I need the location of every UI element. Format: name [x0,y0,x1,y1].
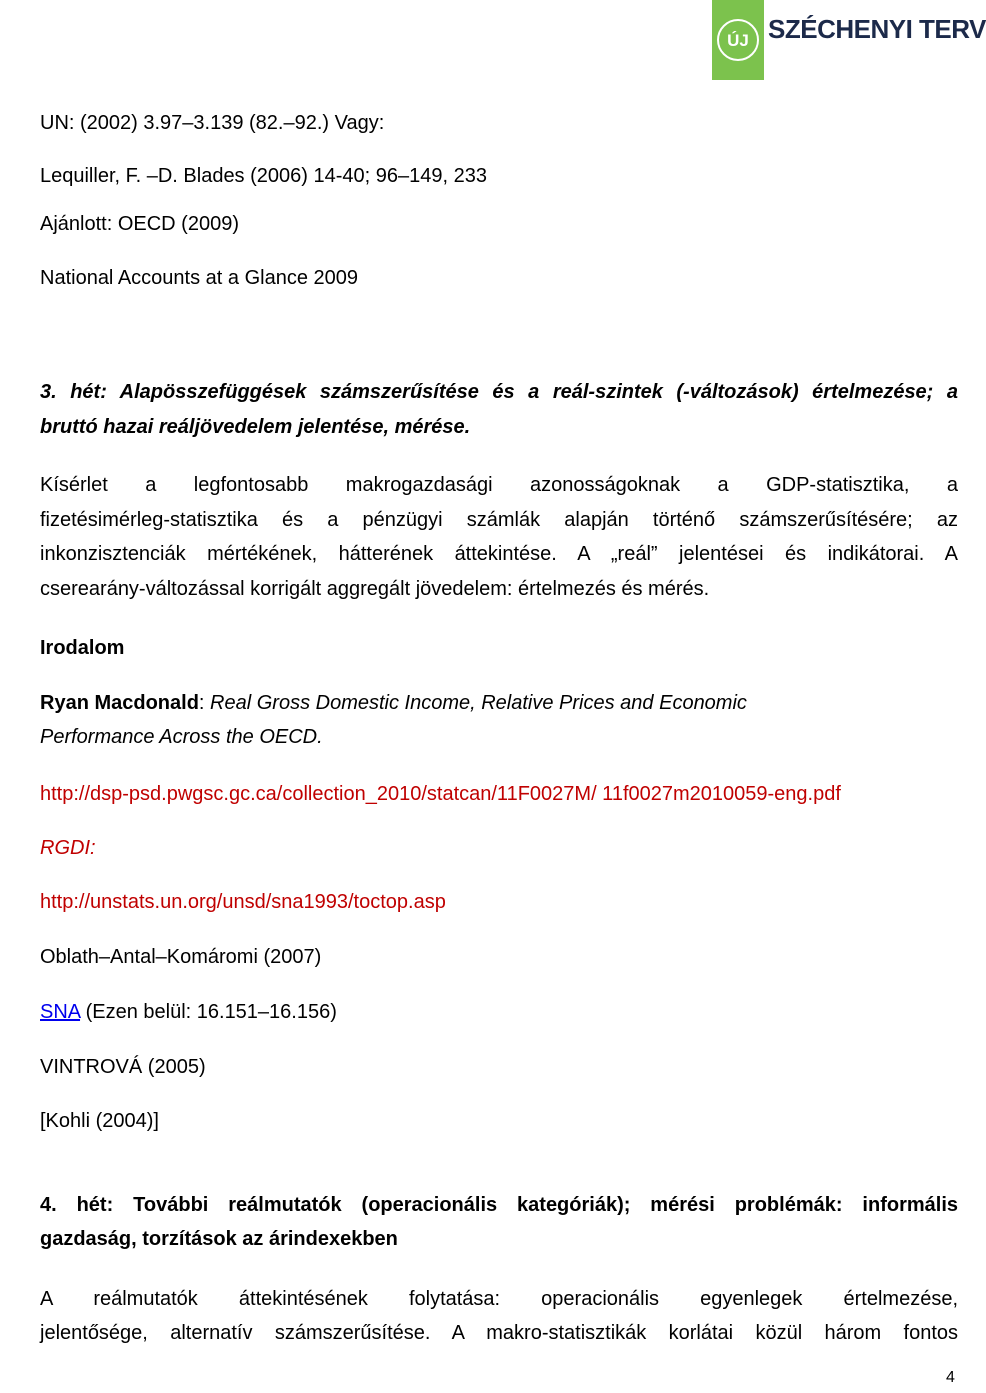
ref-kohli: [Kohli (2004)] [40,1110,159,1132]
ryan-title-line2: Performance Across the OECD. [40,726,323,748]
ref-vintrova: VINTROVÁ (2005) [40,1056,206,1078]
week3-body-line4: cserearány-változással korrigált aggregált jövedelem: értelmezés és mérés. [40,578,710,600]
week4-heading-line1: 4. hét: További reálmutatók (operacionális kategóriák); mérési problémák: informális [40,1194,958,1216]
ref-lequiller: Lequiller, F. –D. Blades (2006) 14-40; 96–149, 233 [40,165,487,187]
sna-rest: (Ezen belül: 16.151–16.156) [80,1001,337,1023]
week3-heading-line1: 3. hét: Alapösszefüggések számszerűsítése és a reál-szintek (-változások) értelmezése; a [40,381,958,403]
week3-body-line2: fizetésimérleg-statisztika és a pénzügyi számlák alapján történő számszerűsítésére; az [40,509,958,531]
ryan-ref-line1 [40,686,747,720]
ref-ajanlott: Ajánlott: OECD (2009) [40,213,239,235]
uj-badge-text: ÚJ [727,31,749,50]
uj-badge-icon [712,0,764,80]
ref-national-accounts: National Accounts at a Glance 2009 [40,267,358,289]
page-number: 4 [946,1369,955,1386]
week4-body-line2: jelentősége, alternatív számszerűsítése. A makro-statisztikák korlátai közül három fontos [40,1322,958,1344]
szechenyi-terv-logo [712,0,986,80]
ref-sna [40,995,337,1029]
sna-link[interactable]: SNA [40,1001,81,1023]
ryan-author: Ryan Macdonald [40,692,199,714]
week4-body-line1: A reálmutatók áttekintésének folytatása: operacionális egyenlegek értelmezése, [40,1288,958,1310]
week3-heading-line2: bruttó hazai reáljövedelem jelentése, mérése. [40,416,471,438]
ryan-title-line1: Real Gross Domestic Income, Relative Prices and Economic [210,692,747,714]
ryan-url[interactable]: http://dsp-psd.pwgsc.gc.ca/collection_2010/statcan/11F0027M/ 11f0027m2010059-eng.pdf [40,783,841,805]
ryan-colon: : [198,692,211,714]
ref-oblath: Oblath–Antal–Komáromi (2007) [40,946,322,968]
week4-heading-line2: gazdaság, torzítások az árindexekben [40,1228,398,1250]
week3-body-line1: Kísérlet a legfontosabb makrogazdasági azonosságoknak a GDP-statisztika, a [40,474,958,496]
ref-un: UN: (2002) 3.97–3.139 (82.–92.) Vagy: [40,112,385,134]
irodalom-heading: Irodalom [40,637,125,659]
rgdi-label: RGDI: [40,837,96,859]
week3-body-line3: inkonzisztenciák mértékének, hátterének áttekintése. A „reál” jelentései és indikátorai. A [40,543,958,565]
rgdi-url[interactable]: http://unstats.un.org/unsd/sna1993/toctop.asp [40,891,446,913]
brand-text: SZÉCHENYI TERV [768,14,986,44]
